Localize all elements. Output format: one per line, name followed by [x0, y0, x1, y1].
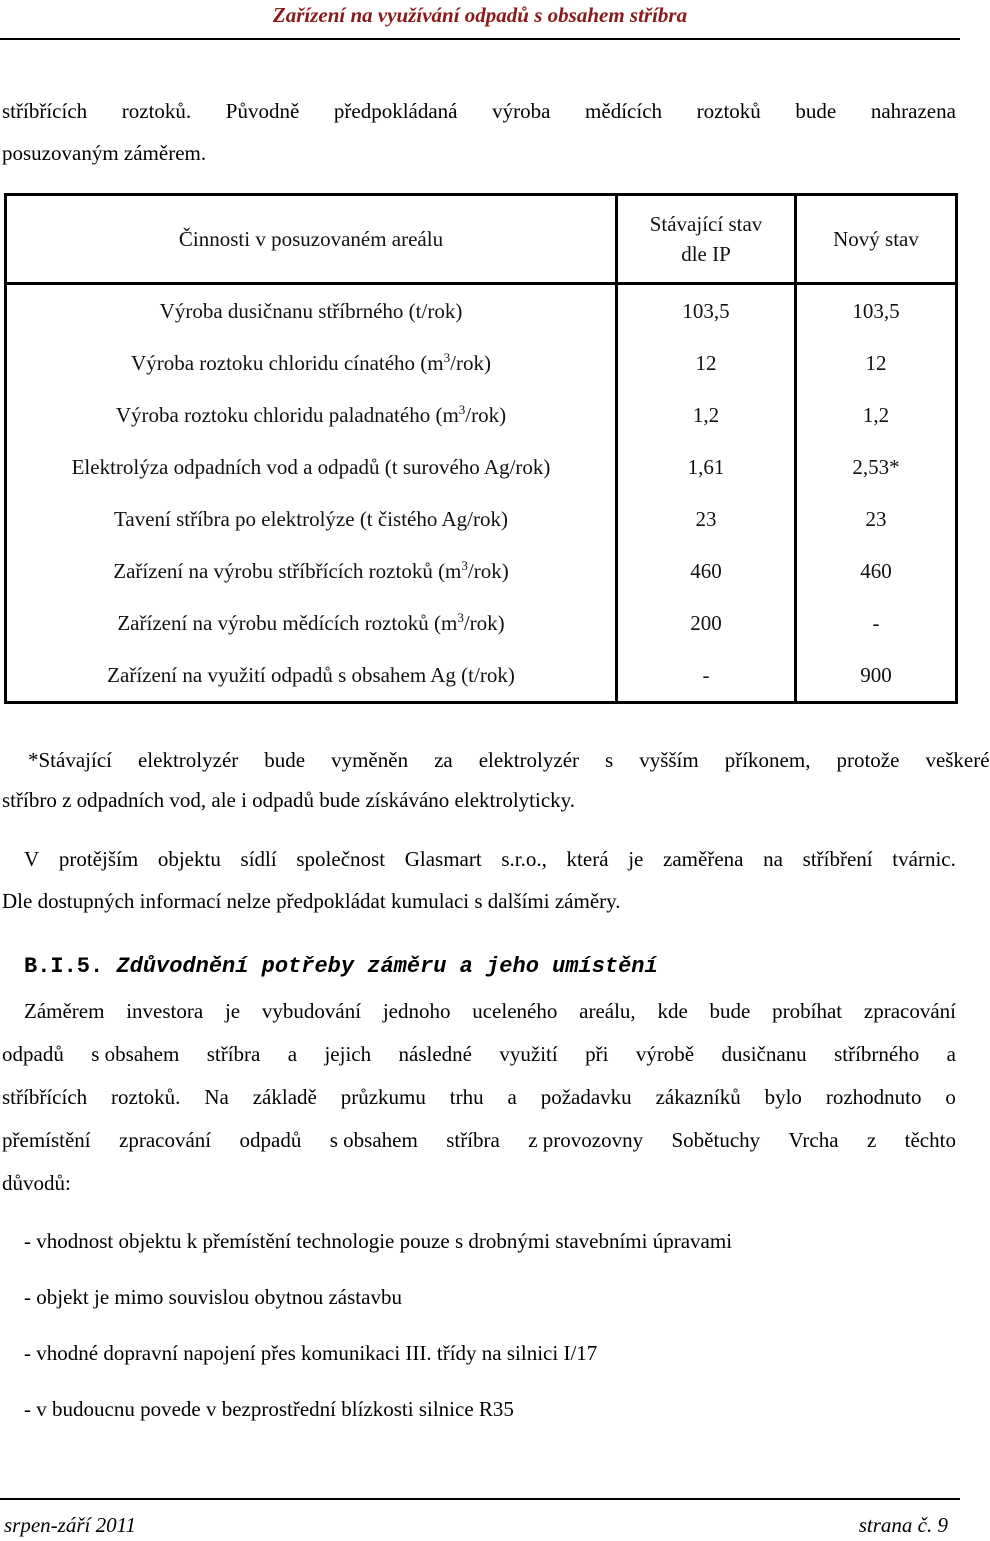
table-cell-new: 2,53*: [796, 441, 957, 493]
table-cell-activity: Výroba roztoku chloridu paladnatého $(m^3/rok)$: [6, 389, 617, 441]
intro-word: stříbřících: [2, 99, 88, 123]
paragraph-word: odpadů: [2, 1042, 64, 1066]
paragraph-word: požadavku: [540, 1085, 632, 1109]
table-cell-new: 1,2: [796, 389, 957, 441]
intro-word: roztoků.: [121, 99, 192, 123]
footnote-word: vyšším: [639, 748, 699, 772]
bullet-item: - v budoucnu povede v bezprostřední blízkosti silnice R35: [24, 1397, 514, 1421]
paragraph-word: trhu: [449, 1085, 484, 1109]
intro-paragraph: [2, 90, 956, 174]
section-heading: [24, 952, 658, 982]
justification-paragraph: [2, 990, 956, 1205]
footnote-word: veškeré: [925, 748, 990, 772]
paragraph-word: a: [946, 1042, 956, 1066]
glasmart-word: protějším: [58, 847, 139, 871]
paragraph-word: stříbra: [206, 1042, 261, 1066]
table-cell-activity: Zařízení na využití odpadů s obsahem Ag (t/rok): [6, 649, 617, 703]
table-row: [6, 649, 957, 703]
paragraph-line: [2, 990, 956, 1033]
header-rule: [0, 38, 960, 40]
table-cell-new: 12: [796, 337, 957, 389]
table-row: [6, 441, 957, 493]
footer-date: srpen-září 2011: [4, 1513, 137, 1537]
paragraph-word: roztoků.: [111, 1085, 181, 1109]
table-cell-current: 12: [617, 337, 796, 389]
paragraph-word: probíhat: [772, 999, 843, 1023]
table-header-row: [6, 195, 957, 284]
paragraph-word: uceleného: [472, 999, 558, 1023]
table-cell-activity: Tavení stříbra po elektrolýze (t čistého Ag/rok): [6, 493, 617, 545]
table-cell-current: -: [617, 649, 796, 703]
paragraph-word: zpracování: [863, 999, 956, 1023]
paragraph-word: Na: [204, 1085, 229, 1109]
table-row: [6, 337, 957, 389]
table-body: [6, 284, 957, 703]
table-cell-new: -: [796, 597, 957, 649]
footnote-word: protože: [836, 748, 900, 772]
glasmart-word: zaměřena: [663, 847, 744, 871]
paragraph-word: jejich: [324, 1042, 372, 1066]
paragraph-word: stříbřících: [2, 1085, 88, 1109]
paragraph-word: Vrcha: [788, 1128, 839, 1152]
activities-table: [4, 193, 958, 704]
glasmart-word: s.r.o.,: [501, 847, 547, 871]
paragraph-word: z: [866, 1128, 877, 1152]
paragraph-word: investora: [126, 999, 204, 1023]
paragraph-word: zpracování: [119, 1128, 212, 1152]
table-cell-current: 103,5: [617, 284, 796, 338]
footnote-word: vyměněn: [331, 748, 409, 772]
footnote-line-1: [2, 740, 990, 780]
glasmart-line-1: [2, 838, 956, 880]
table-row: [6, 389, 957, 441]
table-cell-activity: Výroba roztoku chloridu cínatého $(m^3/rok)$: [6, 337, 617, 389]
section-title: Zdůvodnění potřeby záměru a jeho umístění: [116, 954, 658, 979]
paragraph-word: je: [224, 999, 241, 1023]
table-cell-new: 900: [796, 649, 957, 703]
glasmart-word: stříbření: [802, 847, 873, 871]
footnote-word: bude: [264, 748, 306, 772]
paragraph-word: stříbrného: [834, 1042, 920, 1066]
glasmart-word: sídlí: [240, 847, 277, 871]
paragraph-word: a: [287, 1042, 298, 1066]
intro-word: Původně: [225, 99, 300, 123]
table-cell-activity: Výroba dusičnanu stříbrného (t/rok): [6, 284, 617, 338]
paragraph-word: využití: [499, 1042, 558, 1066]
glasmart-word: která: [566, 847, 609, 871]
paragraph-word: Záměrem: [24, 999, 105, 1023]
table-row: [6, 597, 957, 649]
paragraph-word: jednoho: [382, 999, 451, 1023]
paragraph-word: těchto: [904, 1128, 956, 1152]
footnote-word: za: [434, 748, 453, 772]
footnote-line-2: stříbro z odpadních vod, ale i odpadů bude získáváno elektrolyticky.: [2, 788, 576, 812]
glasmart-word: objektu: [157, 847, 221, 871]
section-number: B.I.5.: [24, 954, 104, 979]
footer-rule: [0, 1498, 960, 1500]
paragraph-line: [2, 1119, 956, 1162]
paragraph-word: areálu,: [579, 999, 636, 1023]
footnote-word: příkonem,: [724, 748, 811, 772]
paragraph-word: důvodů:: [2, 1171, 71, 1195]
table-cell-new: 103,5: [796, 284, 957, 338]
paragraph-word: dusičnanu: [721, 1042, 807, 1066]
table-cell-current: 23: [617, 493, 796, 545]
paragraph-word: s obsahem: [329, 1128, 418, 1152]
table-row: [6, 493, 957, 545]
paragraph-word: bylo: [764, 1085, 802, 1109]
intro-word: mědících: [585, 99, 663, 123]
paragraph-word: průzkumu: [340, 1085, 426, 1109]
table-cell-activity: Zařízení na výrobu mědících roztoků $(m^3/rok)$: [6, 597, 617, 649]
glasmart-line-2: Dle dostupných informací nelze předpokládat kumulaci s dalšími záměry.: [2, 889, 621, 913]
paragraph-word: a: [507, 1085, 517, 1109]
paragraph-word: základě: [252, 1085, 317, 1109]
paragraph-word: Sobětuchy: [671, 1128, 761, 1152]
table-cell-current: 460: [617, 545, 796, 597]
paragraph-word: vybudování: [261, 999, 362, 1023]
footnote-word: s: [605, 748, 614, 772]
paragraph-word: stříbra: [446, 1128, 500, 1152]
paragraph-word: o: [945, 1085, 956, 1109]
bullet-item: - vhodné dopravní napojení přes komunikaci III. třídy na silnici I/17: [24, 1341, 598, 1365]
glasmart-word: na: [763, 847, 783, 871]
glasmart-word: Glasmart: [404, 847, 482, 871]
glasmart-word: tvárnic.: [892, 847, 956, 871]
paragraph-word: přemístění: [2, 1128, 91, 1152]
header-current-text: Stávající stav dle IP: [649, 212, 763, 266]
table-cell-new: 460: [796, 545, 957, 597]
table-cell-current: 1,61: [617, 441, 796, 493]
table-row: [6, 284, 957, 338]
footer-page-number: strana č. 9: [858, 1513, 948, 1537]
page-header-title: Zařízení na využívání odpadů s obsahem stříbra: [272, 3, 688, 27]
table-cell-new: 23: [796, 493, 957, 545]
paragraph-word: rozhodnuto: [825, 1085, 922, 1109]
paragraph-word: s obsahem: [91, 1042, 180, 1066]
intro-line-1: [2, 90, 956, 132]
glasmart-word: společnost: [296, 847, 386, 871]
table-footnote: [2, 740, 990, 820]
intro-word: předpokládaná: [333, 99, 458, 123]
intro-word: bude: [795, 99, 837, 123]
paragraph-word: z provozovny: [528, 1128, 644, 1152]
paragraph-line: [2, 1033, 956, 1076]
intro-line-2: posuzovaným záměrem.: [2, 141, 207, 165]
intro-word: výroba: [492, 99, 551, 123]
table-cell-current: 200: [617, 597, 796, 649]
header-new-state: Nový stav: [796, 195, 957, 284]
paragraph-word: kde: [657, 999, 688, 1023]
paragraph-line: [2, 1076, 956, 1119]
header-activity: Činnosti v posuzovaném areálu: [6, 195, 617, 284]
table-cell-activity: Zařízení na výrobu stříbřících roztoků $(m^3/rok)$: [6, 545, 617, 597]
paragraph-word: odpadů: [239, 1128, 302, 1152]
paragraph-word: při: [585, 1042, 609, 1066]
glasmart-word: je: [628, 847, 644, 871]
table-row: [6, 545, 957, 597]
footnote-word: elektrolyzér: [478, 748, 580, 772]
glasmart-word: V: [24, 847, 40, 871]
paragraph-word: bude: [709, 999, 751, 1023]
paragraph-word: následné: [398, 1042, 472, 1066]
table-cell-activity: Elektrolýza odpadních vod a odpadů (t surového Ag/rok): [6, 441, 617, 493]
paragraph-line: [2, 1162, 956, 1205]
footnote-word: *Stávající: [28, 748, 112, 772]
bullet-item: - objekt je mimo souvislou obytnou zástavbu: [24, 1285, 402, 1309]
footnote-word: elektrolyzér: [137, 748, 239, 772]
intro-word: nahrazena: [870, 99, 956, 123]
paragraph-word: zákazníků: [655, 1085, 741, 1109]
paragraph-word: výrobě: [635, 1042, 695, 1066]
bullet-item: - vhodnost objektu k přemístění technologie pouze s drobnými stavebními úpravami: [24, 1229, 733, 1253]
header-current-state: [617, 195, 796, 284]
intro-word: roztoků: [696, 99, 761, 123]
glasmart-paragraph: [2, 838, 956, 922]
table-cell-current: 1,2: [617, 389, 796, 441]
